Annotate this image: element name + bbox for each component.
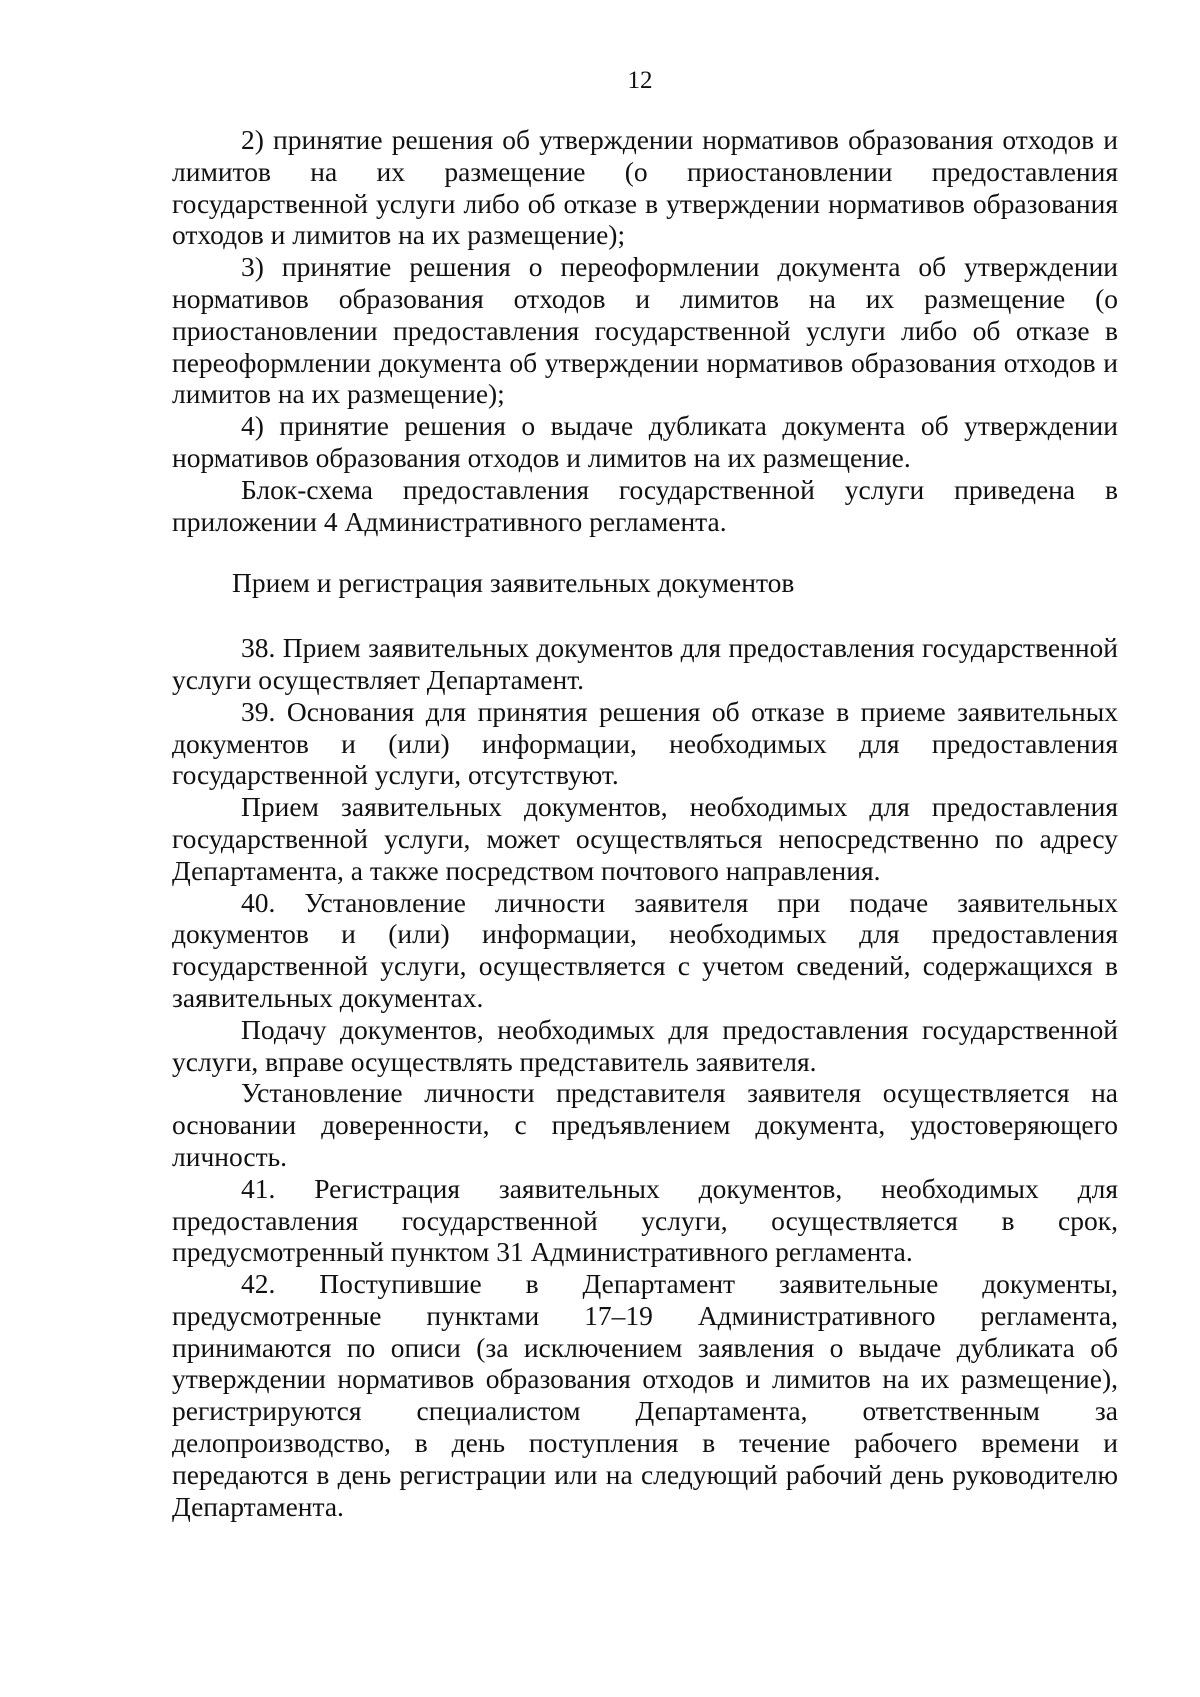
paragraph-item-4-duplicate: 4) принятие решения о выдаче дубликата документа об утверждении нормативов образования отходов и лимитов на их размещение.: [172, 410, 1118, 473]
paragraph-item-2-decision: 2) принятие решения об утверждении нормативов образования отходов и лимитов на их размещение (о приостановлении предоставления государственной услуги либо об отказе в утверждении нормативов образования отходов и лимитов на их размещение);: [172, 124, 1118, 251]
paragraph-42: 42. Поступившие в Департамент заявительные документы, предусмотренные пунктами 17–19 Административного регламента, принимаются по описи (за исключением заявления о выдаче дубликата об утверждении нормативов образования отходов и лимитов на их размещение), регистрируются специалистом Департамента, ответственным за делопроизводство, в день поступления в течение рабочего времени и передаются в день регистрации или на следующий рабочий день руководителю Департамента.: [172, 1268, 1118, 1522]
paragraph-39-reception: Прием заявительных документов, необходимых для предоставления государственной услуги, может осуществляться непосредственно по адресу Департамента, а также посредством почтового направления.: [172, 791, 1118, 886]
paragraph-flowchart-reference: Блок-схема предоставления государственной услуги приведена в приложении 4 Административного регламента.: [172, 473, 1118, 537]
paragraph-40-representative: Подачу документов, необходимых для предоставления государственной услуги, вправе осуществлять представитель заявителя.: [172, 1013, 1118, 1077]
paragraph-39: 39. Основания для принятия решения об отказе в приеме заявительных документов и (или) информации, необходимых для предоставления государственной услуги, отсутствуют.: [172, 695, 1118, 791]
page-number: 12: [627, 67, 653, 94]
paragraph-item-3-reissue: 3) принятие решения о переоформлении документа об утверждении нормативов образования отходов и лимитов на их размещение (о приостановлении предоставления государственной услуги либо об отказе в переоформлении документа об утверждении нормативов образования отходов и лимитов на их размещение);: [172, 251, 1118, 410]
paragraph-40: 40. Установление личности заявителя при подаче заявительных документов и (или) информации, необходимых для предоставления государственной услуги, осуществляется с учетом сведений, содержащихся в заявительных документах.: [172, 886, 1118, 1013]
paragraph-41: 41. Регистрация заявительных документов, необходимых для предоставления государственной услуги, осуществляется в срок, предусмотренный пунктом 31 Административного регламента.: [172, 1172, 1118, 1268]
paragraph-40-identity: Установление личности представителя заявителя осуществляется на основании доверенности, с предъявлением документа, удостоверяющего личность.: [172, 1077, 1118, 1172]
section-heading: Прием и регистрация заявительных документов: [232, 567, 795, 599]
paragraph-38: 38. Прием заявительных документов для предоставления государственной услуги осуществляет Департамент.: [172, 632, 1118, 695]
document-body: [172, 124, 1118, 1522]
